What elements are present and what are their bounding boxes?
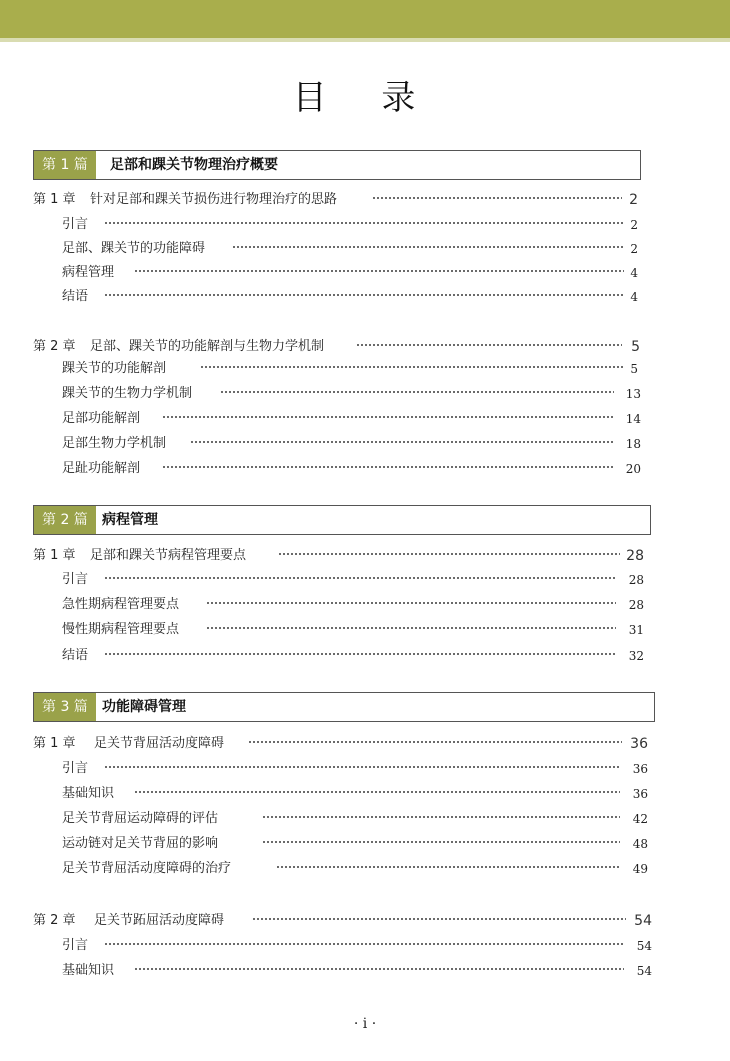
page-number: 20 xyxy=(625,462,641,476)
page-number: 14 xyxy=(625,412,641,426)
toc-chapter-row[interactable] xyxy=(0,911,730,931)
page-number: 2 xyxy=(630,218,638,232)
toc-section-row[interactable] xyxy=(0,263,730,283)
page-number: 54 xyxy=(634,913,652,929)
part-badge: 第 1 篇 xyxy=(34,151,96,179)
chapter-title: 足关节跖屈活动度障碍 xyxy=(94,913,225,928)
page-number: 13 xyxy=(625,387,641,401)
section-title: 足部生物力学机制 xyxy=(62,436,167,451)
part-title: 足部和踝关节物理治疗概要 xyxy=(110,157,278,173)
section-title: 引言 xyxy=(62,572,89,587)
toc-section-row[interactable] xyxy=(0,459,730,479)
page-number: 2 xyxy=(630,242,638,256)
page-number: 2 xyxy=(629,192,638,208)
leader-dots xyxy=(206,622,616,633)
toc-section-row[interactable] xyxy=(0,646,730,666)
leader-dots xyxy=(104,648,616,659)
toc-chapter-row[interactable] xyxy=(0,337,730,357)
toc-section-row[interactable] xyxy=(0,859,730,879)
page-number: 31 xyxy=(628,623,644,637)
leader-dots xyxy=(276,861,620,872)
toc-chapter-row[interactable] xyxy=(0,190,730,210)
toc-section-row[interactable] xyxy=(0,595,730,615)
toc-section-row[interactable] xyxy=(0,359,730,379)
part-header-3 xyxy=(33,692,655,722)
leader-dots xyxy=(356,339,622,350)
leader-dots xyxy=(134,786,620,797)
toc-section-row[interactable] xyxy=(0,936,730,956)
toc-section-row[interactable] xyxy=(0,570,730,590)
chapter-title: 针对足部和踝关节损伤进行物理治疗的思路 xyxy=(90,192,338,207)
part-title: 病程管理 xyxy=(102,512,158,528)
page-number: 28 xyxy=(628,573,644,587)
leader-dots xyxy=(252,913,626,924)
toc-section-row[interactable] xyxy=(0,809,730,829)
leader-dots xyxy=(278,548,620,559)
page-number: 32 xyxy=(628,649,644,663)
section-title: 急性期病程管理要点 xyxy=(62,597,180,612)
part-badge: 第 2 篇 xyxy=(34,506,96,534)
page-number: 36 xyxy=(632,762,648,776)
page-number: 54 xyxy=(636,964,652,978)
part-badge: 第 3 篇 xyxy=(34,693,96,721)
part-title: 功能障碍管理 xyxy=(102,699,186,715)
chapter-number: 第 2 章 xyxy=(33,339,76,354)
toc-chapter-row[interactable] xyxy=(0,734,730,754)
page-footer-number: · i · xyxy=(353,1016,377,1032)
leader-dots xyxy=(104,217,624,228)
section-title: 足趾功能解剖 xyxy=(62,461,141,476)
leader-dots xyxy=(232,241,624,252)
page-number: 4 xyxy=(630,290,638,304)
toc-section-row[interactable] xyxy=(0,620,730,640)
part-header-1 xyxy=(33,150,641,180)
section-title: 基础知识 xyxy=(62,963,115,978)
page-number: 18 xyxy=(625,437,641,451)
section-title: 足部、踝关节的功能障碍 xyxy=(62,241,206,256)
leader-dots xyxy=(262,811,620,822)
leader-dots xyxy=(104,938,624,949)
section-title: 足关节背屈活动度障碍的治疗 xyxy=(62,861,232,876)
section-title: 足关节背屈运动障碍的评估 xyxy=(62,811,219,826)
part-header-2 xyxy=(33,505,651,535)
section-title: 结语 xyxy=(62,648,89,663)
chapter-title: 足关节背屈活动度障碍 xyxy=(94,736,225,751)
chapter-number: 第 1 章 xyxy=(33,736,76,751)
section-title: 踝关节的生物力学机制 xyxy=(62,386,193,401)
toc-section-row[interactable] xyxy=(0,215,730,235)
toc-chapter-row[interactable] xyxy=(0,546,730,566)
chapter-number: 第 2 章 xyxy=(33,913,76,928)
toc-section-row[interactable] xyxy=(0,961,730,981)
leader-dots xyxy=(372,192,622,203)
page-number: 5 xyxy=(631,339,640,355)
toc-section-row[interactable] xyxy=(0,434,730,454)
chapter-number: 第 1 章 xyxy=(33,548,76,563)
chapter-title: 足部和踝关节病程管理要点 xyxy=(90,548,247,563)
section-title: 病程管理 xyxy=(62,265,115,280)
toc-section-row[interactable] xyxy=(0,239,730,259)
leader-dots xyxy=(220,386,614,397)
section-title: 引言 xyxy=(62,217,89,232)
section-title: 结语 xyxy=(62,289,89,304)
leader-dots xyxy=(200,361,624,372)
toc-section-row[interactable] xyxy=(0,834,730,854)
top-color-band xyxy=(0,0,730,42)
section-title: 慢性期病程管理要点 xyxy=(62,622,180,637)
page-number: 28 xyxy=(628,598,644,612)
section-title: 运动链对足关节背屈的影响 xyxy=(62,836,219,851)
leader-dots xyxy=(134,265,624,276)
page-number: 4 xyxy=(630,266,638,280)
leader-dots xyxy=(104,761,620,772)
page-number: 48 xyxy=(632,837,648,851)
page-number: 28 xyxy=(626,548,644,564)
leader-dots xyxy=(104,572,616,583)
leader-dots xyxy=(262,836,620,847)
leader-dots xyxy=(248,736,622,747)
leader-dots xyxy=(162,411,614,422)
page-number: 5 xyxy=(630,362,638,376)
page-title: 目 录 xyxy=(292,78,438,118)
toc-section-row[interactable] xyxy=(0,384,730,404)
chapter-number: 第 1 章 xyxy=(33,192,76,207)
section-title: 踝关节的功能解剖 xyxy=(62,361,167,376)
page-number: 54 xyxy=(636,939,652,953)
page-number: 36 xyxy=(630,736,648,752)
toc-section-row[interactable] xyxy=(0,759,730,779)
section-title: 基础知识 xyxy=(62,786,115,801)
leader-dots xyxy=(206,597,616,608)
section-title: 引言 xyxy=(62,938,89,953)
leader-dots xyxy=(134,963,624,974)
chapter-title: 足部、踝关节的功能解剖与生物力学机制 xyxy=(90,339,325,354)
leader-dots xyxy=(104,289,624,300)
leader-dots xyxy=(162,461,614,472)
toc-section-row[interactable] xyxy=(0,287,730,307)
section-title: 引言 xyxy=(62,761,89,776)
page-number: 36 xyxy=(632,787,648,801)
toc-section-row[interactable] xyxy=(0,784,730,804)
section-title: 足部功能解剖 xyxy=(62,411,141,426)
toc-section-row[interactable] xyxy=(0,409,730,429)
page-number: 49 xyxy=(632,862,648,876)
page-number: 42 xyxy=(632,812,648,826)
leader-dots xyxy=(190,436,614,447)
